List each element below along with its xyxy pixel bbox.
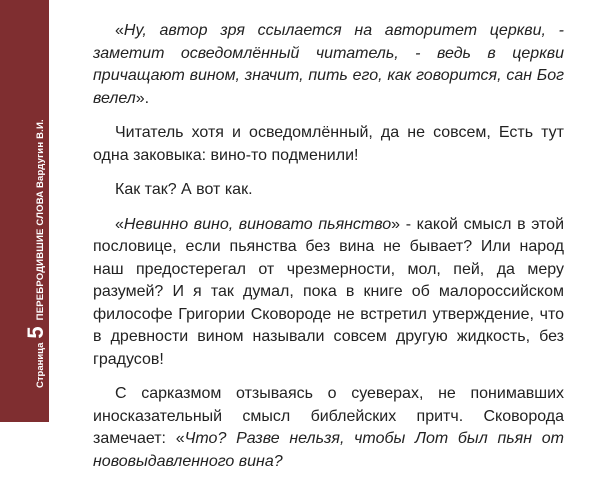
page-label: Страница	[35, 342, 46, 388]
paragraph-3: Как так? А вот как.	[115, 181, 253, 198]
p4-rest: » - какой смысл в этой пословице, если пьянства без вина не бывает? Или народ наш предостерегал от чрезмерности, мол, пей, да меру разумей? И я так думал, пока в книге об малороссийском философе Григории Сковороде не встретил утверждение, что в древности вином называли совсем другую жидкость, без градусов!	[93, 215, 565, 368]
p5-italic-quote: Что? Разве нельзя, чтобы Лот был пьян от нововыдавленного вина?	[93, 430, 564, 470]
p1-italic-quote: Ну, автор зря ссылается на авторитет церкви, - заметит осведомлённый читатель, - ведь в церкви причащают вином, значит, пить его, как говорится, сан Бог велел	[93, 22, 564, 107]
document-title: ПЕРЕБРОДИВШИЕ СЛОВА	[35, 190, 46, 321]
paragraph-5	[93, 383, 564, 473]
p5-text: С сарказмом отзываясь о суеверах, не понимавших иносказательный смысл библейских притч. Сковорода замечает: «	[93, 385, 564, 447]
author-name: Вардугин В.И.	[35, 119, 46, 188]
p1-close: ».	[135, 89, 150, 107]
paragraph-2: Читатель хотя и осведомлённый, да не совсем, Есть тут одна заковыка: вино-то подменили!	[93, 124, 564, 164]
p1-open-quote: «	[115, 22, 124, 39]
body-text	[93, 20, 564, 485]
p4-italic-proverb: Невинно вино, виновато пьянство	[123, 215, 392, 233]
page-number: 5	[23, 326, 48, 339]
sidebar-caption	[24, 119, 53, 388]
paragraph-1	[93, 20, 564, 110]
paragraph-4	[93, 214, 564, 372]
p4-open-quote: «	[115, 215, 124, 233]
